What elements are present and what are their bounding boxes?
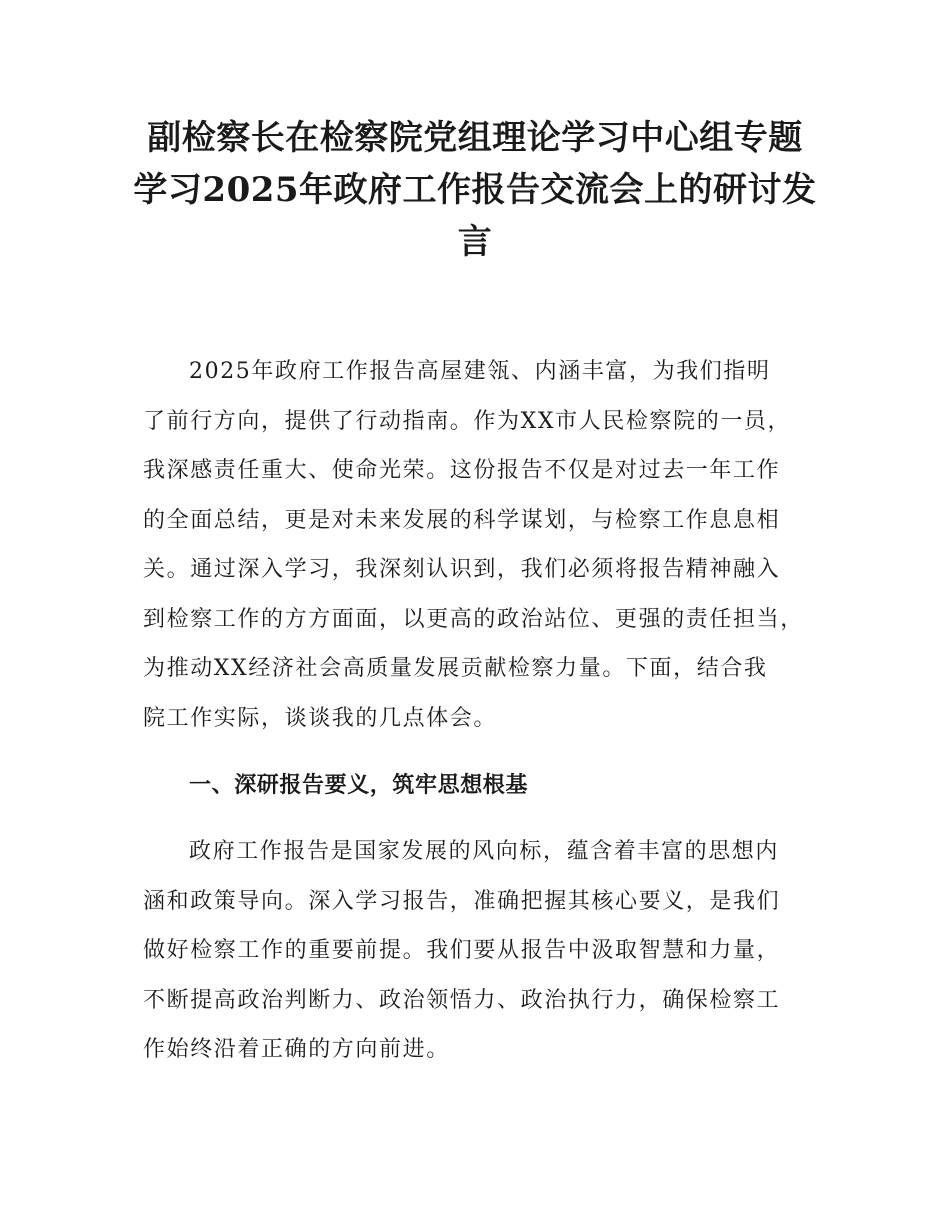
title-line: 副检察长在检察院党组理论学习中心组专题 xyxy=(147,118,803,158)
section-1-paragraph xyxy=(143,827,828,1075)
paragraph-line: 到检察工作的方方面面，以更高的政治站位、更强的责任担当， xyxy=(143,606,804,632)
paragraph-line: 政府工作报告是国家发展的风向标，蕴含着丰富的思想内 xyxy=(189,839,780,864)
title-line: 学习2025年政府工作报告交流会上的研讨发 xyxy=(133,170,817,210)
intro-paragraph xyxy=(143,347,828,743)
document-title xyxy=(120,112,830,268)
paragraph-line: 我深感责任重大、使命光荣。这份报告不仅是对过去一年工作 xyxy=(143,458,781,483)
paragraph-line: 作始终沿着正确的方向前进。 xyxy=(143,1037,450,1062)
paragraph-line: 了前行方向，提供了行动指南。作为XX市人民检察院的一员， xyxy=(143,408,792,434)
paragraph-line: 涵和政策导向。深入学习报告，准确把握其核心要义，是我们 xyxy=(143,888,781,914)
title-line: 言 xyxy=(457,222,493,262)
paragraph-line: 院工作实际，谈谈我的几点体会。 xyxy=(143,705,498,731)
paragraph-line: 2025年政府工作报告高屋建瓴、内涵丰富，为我们指明 xyxy=(189,359,771,384)
paragraph-line: 做好检察工作的重要前提。我们要从报告中汲取智慧和力量， xyxy=(143,938,781,963)
paragraph-line: 不断提高政治判断力、政治领悟力、政治执行力，确保检察工 xyxy=(143,987,781,1013)
paragraph-line: 为推动XX经济社会高质量发展贡献检察力量。下面，结合我 xyxy=(143,656,768,681)
paragraph-line: 的全面总结，更是对未来发展的科学谋划，与检察工作息息相 xyxy=(143,507,781,533)
paragraph-line: 关。通过深入学习，我深刻认识到，我们必须将报告精神融入 xyxy=(143,557,781,582)
section-heading-1: 一、深研报告要义，筑牢思想根基 xyxy=(189,773,529,798)
